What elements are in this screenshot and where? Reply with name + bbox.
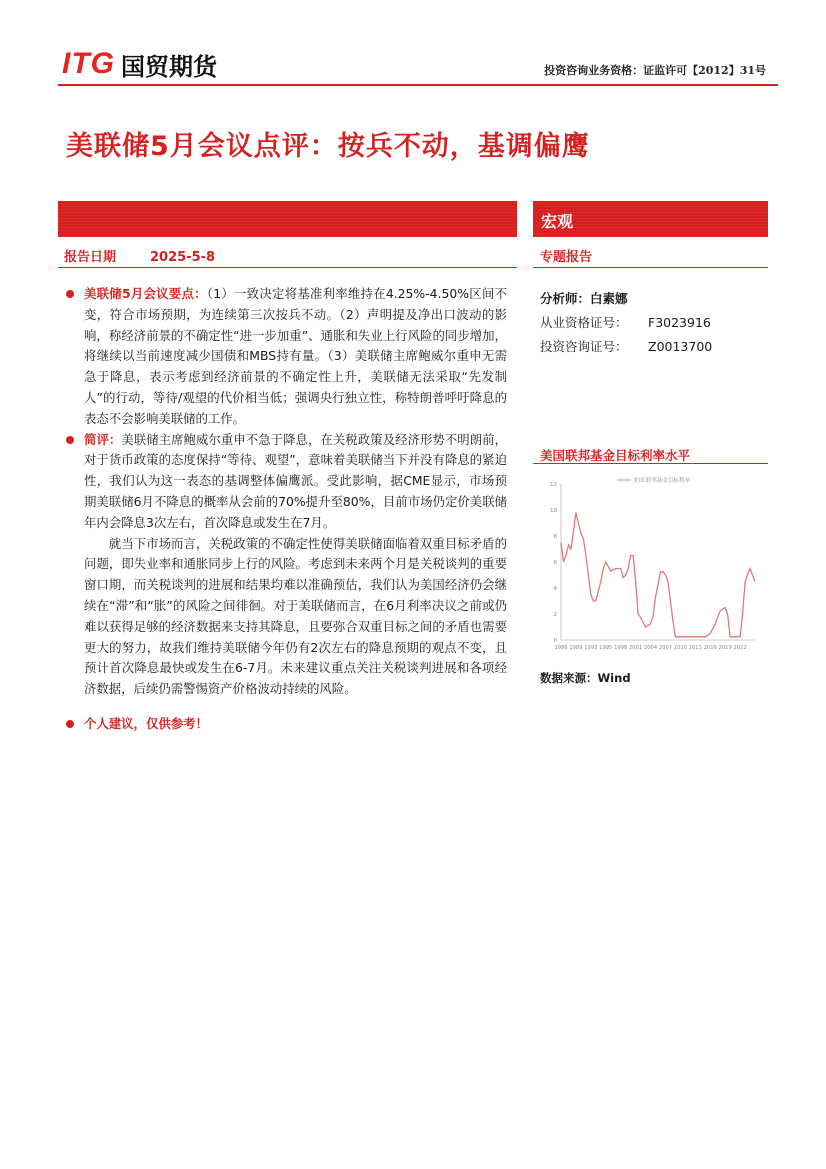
paragraph-lead: 美联储5月会议要点： — [84, 286, 207, 301]
paragraph-lead: 简评： — [84, 431, 122, 447]
x-tick-label: 2001 — [629, 645, 643, 651]
qualification-text: 投资咨询业务资格：证监许可【2012】31号 — [544, 64, 766, 77]
y-tick-label: 6 — [553, 560, 557, 566]
advisory-label: 投资咨询证号： — [540, 339, 628, 354]
x-tick-label: 2022 — [733, 645, 747, 651]
x-tick-label: 1986 — [554, 645, 568, 651]
paragraph-outlook: 就当下市场而言，关税政策的不确定性使得美联储面临着双重目标矛盾的问题，即失业率和通胀同步上行的风险。考虑到未来两个月是关税谈判的重要窗口期，而关税谈判的进展和结果均难以准确预估，我们认为美国经济仍会继续在“滞”和“胀”的风险之间徘徊。对于美联储而言，在6月利率决议之前或仍难以获得足够的经济数据来支持其降息，且要弥合双重目标之间的矛盾也需要更大的努力，故我们维持美联储今年仍有2次左右的降息预期的观点不变，且预计首次降息最快或发生在6-7月。未来建议重点关注关税谈判进展和各项经济数据，后续仍需警惕资产价格波动持续的风险。 — [84, 535, 507, 697]
x-tick-label: 2013 — [688, 645, 702, 651]
analyst-name: 白素娜 — [590, 291, 628, 306]
paragraph-meeting-points — [66, 284, 507, 430]
bullet-icon — [66, 436, 74, 444]
x-tick-label: 2007 — [658, 645, 673, 651]
category-label: 宏观 — [541, 212, 574, 231]
report-type: 专题报告 — [540, 250, 593, 265]
report-date: 2025-5-8 — [150, 250, 216, 265]
company-logo — [62, 48, 217, 80]
x-tick-label: 2016 — [703, 645, 717, 651]
report-body — [66, 284, 507, 735]
x-tick-label: 1989 — [569, 645, 583, 651]
x-tick-label: 2019 — [718, 645, 732, 651]
analyst-info — [540, 287, 712, 359]
header-divider — [58, 84, 778, 86]
x-tick-label: 1998 — [614, 645, 628, 651]
data-source: 数据来源：Wind — [540, 671, 631, 685]
analyst-label: 分析师： — [540, 291, 591, 306]
analyst-row — [540, 287, 712, 311]
legend-label: 美国:联邦基金目标利率 — [633, 478, 690, 484]
report-date-label: 报告日期 — [64, 250, 117, 265]
chart-container — [533, 466, 768, 658]
y-tick-label: 0 — [553, 638, 557, 644]
report-title: 美联储5月会议点评：按兵不动，基调偏鹰 — [66, 131, 590, 162]
rate-chart — [533, 466, 768, 658]
paragraph-text: 美联储主席鲍威尔重申不急于降息，在关税政策及经济形势不明朗前，对于货币政策的态度保持“等待、观望”，意味着美联储当下并没有降息的紧迫性，我们认为这一表态的基调整体偏鹰派。受此影响，据CME显示，市场预期美联储6月不降息的概率从会前的70%提升至80%，目前市场仍定价美联储年内会降息3次左右，首次降息或发生在7月。 — [84, 431, 507, 530]
x-tick-label: 2004 — [643, 645, 658, 651]
report-date-row — [64, 246, 215, 265]
x-tick-label: 1992 — [584, 645, 598, 651]
y-tick-label: 8 — [553, 534, 557, 540]
date-divider — [58, 267, 517, 268]
logo-cn: 国贸期货 — [121, 52, 217, 81]
y-tick-label: 4 — [553, 586, 557, 592]
advisory-row — [540, 335, 712, 359]
y-tick-label: 10 — [550, 508, 557, 514]
y-tick-label: 12 — [550, 482, 557, 488]
y-tick-label: 2 — [553, 612, 557, 618]
type-divider — [533, 267, 768, 268]
paragraph-commentary — [66, 430, 507, 534]
cert-number: F3023916 — [648, 315, 711, 330]
series-line — [561, 513, 755, 637]
bullet-icon — [66, 720, 74, 728]
category-banner — [533, 201, 768, 237]
cert-row — [540, 311, 712, 335]
logo-latin: ITG — [62, 47, 115, 80]
bullet-icon — [66, 290, 74, 298]
advice-text: 个人建议，仅供参考！ — [84, 715, 208, 731]
paragraph-text: （1）一致决定将基准利率维持在4.25%-4.50%区间不变，符合市场预期，为连续第三次按兵不动。（2）声明提及净出口波动的影响，称经济前景的不确定性“进一步加重”、通胀和失业上行风险的同步增加，将继续以当前速度减少国债和MBS持有量。（3）美联储主席鲍威尔重申无需急于降息，表示考虑到经济前景的不确定性上升，美联储无法采取“先发制人”的行动，等待/观望的代价相当低；强调央行独立性，称特朗普呼吁降息的表态不会影响美联储的工作。 — [84, 286, 507, 426]
left-banner — [58, 201, 517, 237]
x-tick-label: 2010 — [673, 645, 687, 651]
x-tick-label: 1995 — [599, 645, 613, 651]
chart-divider — [533, 463, 768, 464]
chart-title: 美国联邦基金目标利率水平 — [540, 448, 691, 463]
cert-label: 从业资格证号： — [540, 315, 628, 330]
advisory-number: Z0013700 — [648, 339, 713, 354]
paragraph-advice — [66, 714, 507, 735]
